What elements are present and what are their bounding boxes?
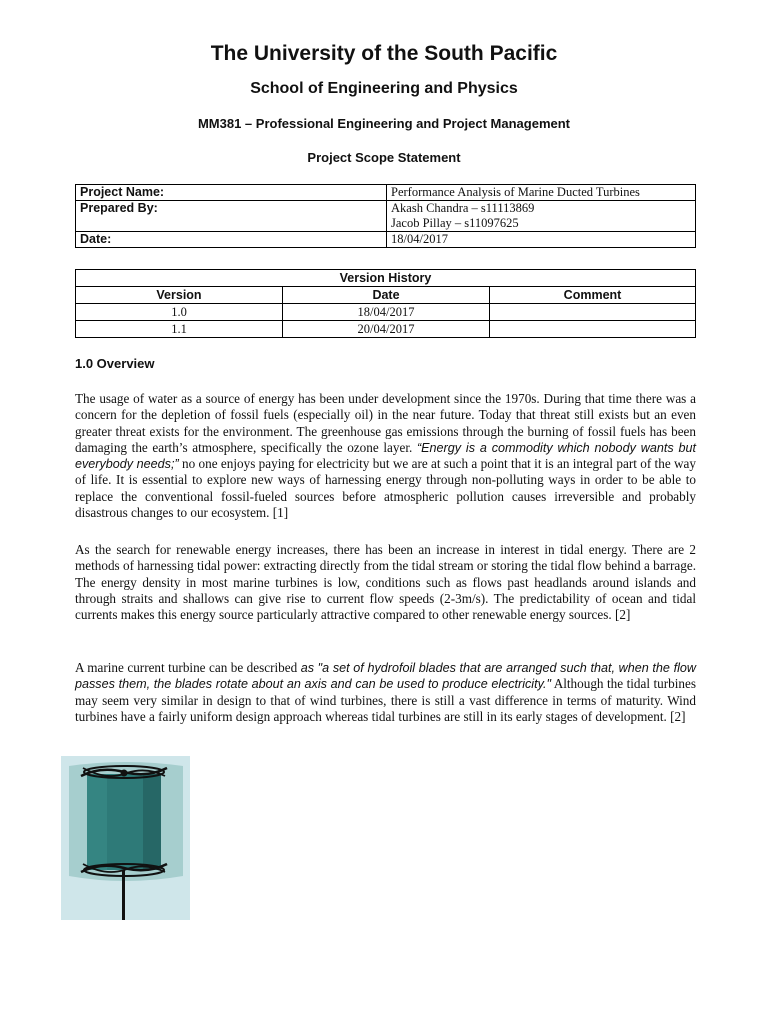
date-value: 18/04/2017	[387, 232, 696, 248]
paragraph-text: no one enjoys paying for electricity but we are at such a point that it is an integral part of the way of life. It is essential to explore new ways of harnessing energy through non-polluting ways in order to be able to replace the conventional fossil-fueled sources before atmospheric pollution causes irreversible and probably disastrous changes to our ecosystem. [1]	[75, 456, 696, 521]
comment-cell	[490, 304, 696, 321]
column-header-comment: Comment	[490, 287, 696, 304]
date-label: Date:	[76, 232, 387, 248]
paragraph-text: Although the tidal turbines may seem very similar in design to that of wind turbines, there is still a vast difference in terms of maturity. Wind turbines have a fairly uniform design approach whereas tidal turbines are still in its early stages of development. [2]	[75, 676, 696, 724]
prepared-by-label: Prepared By:	[76, 201, 387, 232]
table-row	[76, 321, 696, 338]
author-2: Jacob Pillay – s11097625	[391, 216, 519, 230]
project-name-label: Project Name:	[76, 185, 387, 201]
paragraph-text: A marine current turbine can be described	[75, 660, 298, 675]
project-info-table	[75, 184, 696, 248]
column-header-version: Version	[76, 287, 283, 304]
column-header-date: Date	[283, 287, 490, 304]
energy-quote: “Energy is a commodity which nobody wants but everybody needs;”	[75, 440, 696, 472]
university-title: The University of the South Pacific	[210, 42, 558, 65]
overview-paragraph-2	[75, 542, 696, 623]
version-cell: 1.0	[76, 304, 283, 321]
prepared-by-value	[387, 201, 696, 232]
author-1: Akash Chandra – s11113869	[391, 201, 535, 215]
project-name-value: Performance Analysis of Marine Ducted Turbines	[387, 185, 696, 201]
course-title: MM381 – Professional Engineering and Project Management	[197, 116, 571, 131]
version-history-title: Version History	[76, 270, 696, 287]
turbine-definition-quote: as "a set of hydrofoil blades that are arranged such that, when the flow passes them, the blades rotate about an axis and can be used to produce electricity."	[75, 661, 697, 692]
prepared-by-row	[76, 201, 696, 232]
comment-cell	[490, 321, 696, 338]
hub-top	[121, 770, 128, 777]
document-title: Project Scope Statement	[307, 150, 461, 165]
paragraph-text: The usage of water as a source of energy has been under development since the 1970s. During that time there was a concern for the depletion of fossil fuels (especially oil) in the near future. Today that threat still exists but an even greater threat exists for the environment. The greenhouse gas emissions through the burning of fossil fuels has been damaging the earth’s atmosphere, specifically the ozone layer.	[75, 391, 696, 455]
turbine-shaft	[122, 870, 125, 920]
date-cell: 18/04/2017	[283, 304, 490, 321]
project-name-row	[76, 185, 696, 201]
paragraph-text: As the search for renewable energy increases, there has been an increase in interest in tidal energy. There are 2 methods of harnessing tidal power: extracting directly from the tidal stream or storing the tidal flow behind a barrage. The energy density in most marine turbines is low, conditions such as flows past headlands around islands and through straits and shallows can give rise to current flow speeds (2-3m/s). The predictability of ocean and tidal currents makes this energy source particularly attractive compared to other renewable energy sources. [2]	[75, 542, 696, 623]
date-row	[76, 232, 696, 248]
version-cell: 1.1	[76, 321, 283, 338]
overview-paragraph-3	[75, 660, 696, 725]
turbine-figure	[61, 756, 190, 920]
version-history-header-row	[76, 287, 696, 304]
version-history-table	[75, 269, 696, 338]
table-row	[76, 304, 696, 321]
overview-paragraph-1	[75, 391, 696, 521]
overview-heading: 1.0 Overview	[75, 356, 155, 371]
date-cell: 20/04/2017	[283, 321, 490, 338]
school-title: School of Engineering and Physics	[250, 80, 518, 97]
